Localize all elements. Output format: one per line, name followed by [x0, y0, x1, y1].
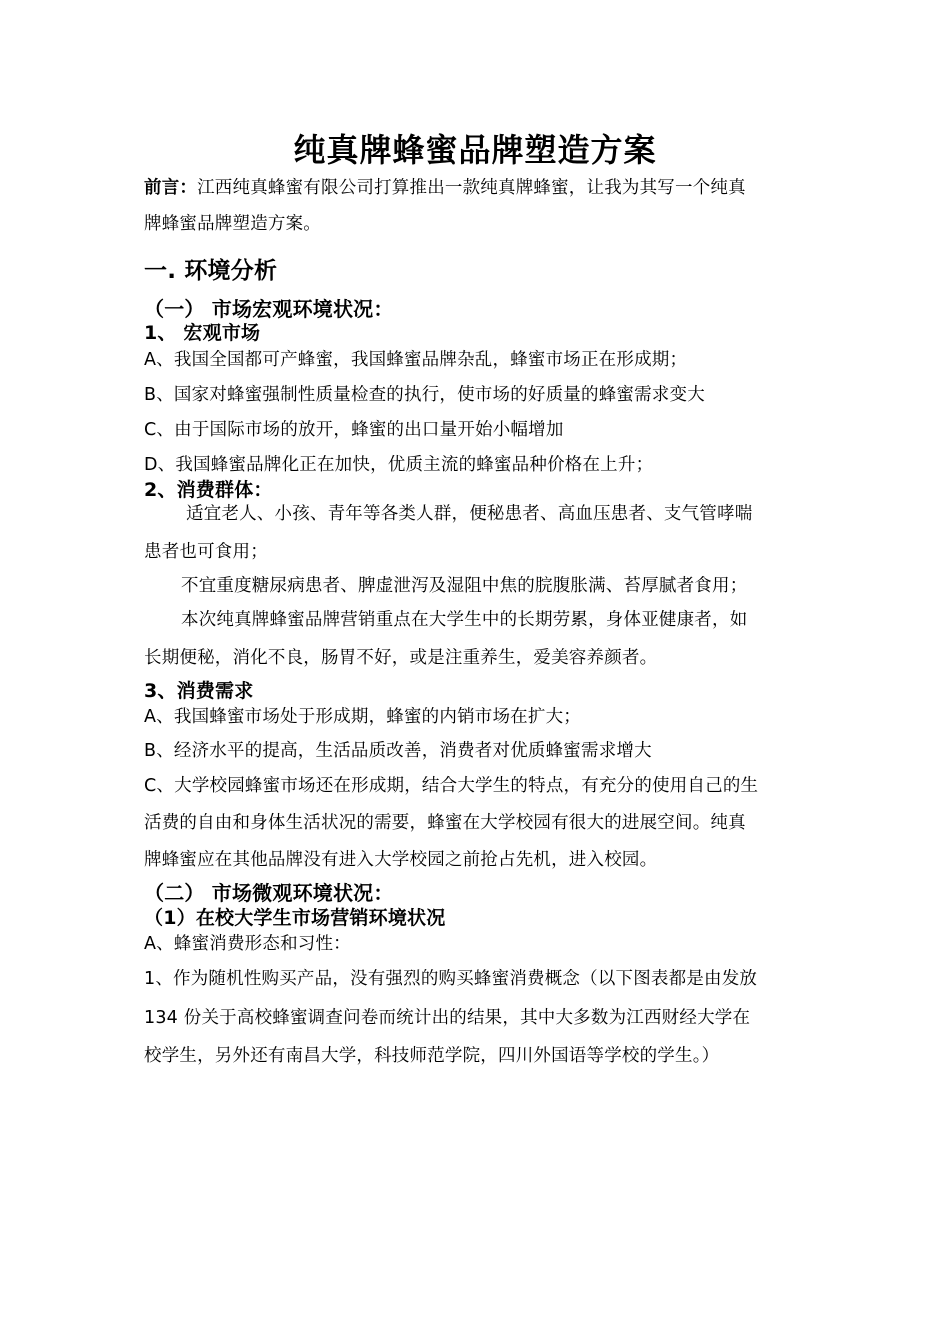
macro-item-a: A、我国全国都可产蜂蜜，我国蜂蜜品牌杂乱，蜂蜜市场正在形成期；: [144, 350, 688, 370]
groups-line-5: 长期便秘，消化不良，肠胃不好，或是注重养生，爱美容养颜者。: [144, 648, 658, 668]
preface-line-2: 牌蜂蜜品牌塑造方案。: [144, 214, 321, 234]
micro-item-a: A、蜂蜜消费形态和习性：: [144, 934, 351, 954]
preface-text-1: 江西纯真蜂蜜有限公司打算推出一款纯真牌蜂蜜，让我为其写一个纯真: [197, 178, 746, 198]
subsection-heading-macro: （一） 市场宏观环境状况：: [144, 297, 394, 321]
demand-item-b: B、经济水平的提高，生活品质改善，消费者对优质蜂蜜需求增大: [144, 741, 652, 761]
preface-label: 前言：: [144, 178, 198, 198]
subsection-heading-micro: （二） 市场微观环境状况：: [144, 881, 394, 905]
groups-line-2: 患者也可食用；: [144, 542, 268, 562]
preface-line-1: [144, 176, 746, 200]
macro-item-b: B、国家对蜂蜜强制性质量检查的执行，使市场的好质量的蜂蜜需求变大: [144, 385, 705, 405]
groups-line-1: 适宜老人、小孩、青年等各类人群，便秘患者、高血压患者、支气管哮喘: [186, 504, 753, 524]
micro-line-2: 134 份关于高校蜂蜜调查问卷而统计出的结果，其中大多数为江西财经大学在: [144, 1008, 751, 1028]
macro-item-d: D、我国蜂蜜品牌化正在加快，优质主流的蜂蜜品种价格在上升；: [144, 455, 654, 475]
document-title: 纯真牌蜂蜜品牌塑造方案: [293, 131, 657, 169]
item-heading-macro-market: 1、 宏观市场: [144, 322, 261, 344]
demand-item-c-line-1: C、大学校园蜂蜜市场还在形成期，结合大学生的特点，有充分的使用自己的生: [144, 776, 759, 796]
groups-line-4: 本次纯真牌蜂蜜品牌营销重点在大学生中的长期劳累，身体亚健康者，如: [181, 610, 748, 630]
demand-item-a: A、我国蜂蜜市场处于形成期，蜂蜜的内销市场在扩大；: [144, 707, 581, 727]
item-heading-consumer-groups: 2、消费群体：: [144, 479, 273, 501]
micro-line-1: 1、作为随机性购买产品，没有强烈的购买蜂蜜消费概念（以下图表都是由发放: [144, 969, 758, 989]
groups-line-3: 不宜重度糖尿病患者、脾虚泄泻及湿阻中焦的脘腹胀满、苔厚腻者食用；: [181, 576, 748, 596]
macro-item-c: C、由于国际市场的放开，蜂蜜的出口量开始小幅增加: [144, 420, 564, 440]
micro-line-3: 校学生，另外还有南昌大学，科技师范学院，四川外国语等学校的学生。）: [144, 1046, 720, 1066]
demand-item-c-line-3: 牌蜂蜜应在其他品牌没有进入大学校园之前抢占先机，进入校园。: [144, 850, 658, 870]
subsection-heading-student-market: （1）在校大学生市场营销环境状况: [144, 907, 446, 929]
section-heading-environment: 一. 环境分析: [144, 258, 278, 284]
item-heading-consumer-demand: 3、消费需求: [144, 680, 254, 702]
demand-item-c-line-2: 活费的自由和身体生活状况的需要，蜂蜜在大学校园有很大的进展空间。纯真: [144, 813, 746, 833]
